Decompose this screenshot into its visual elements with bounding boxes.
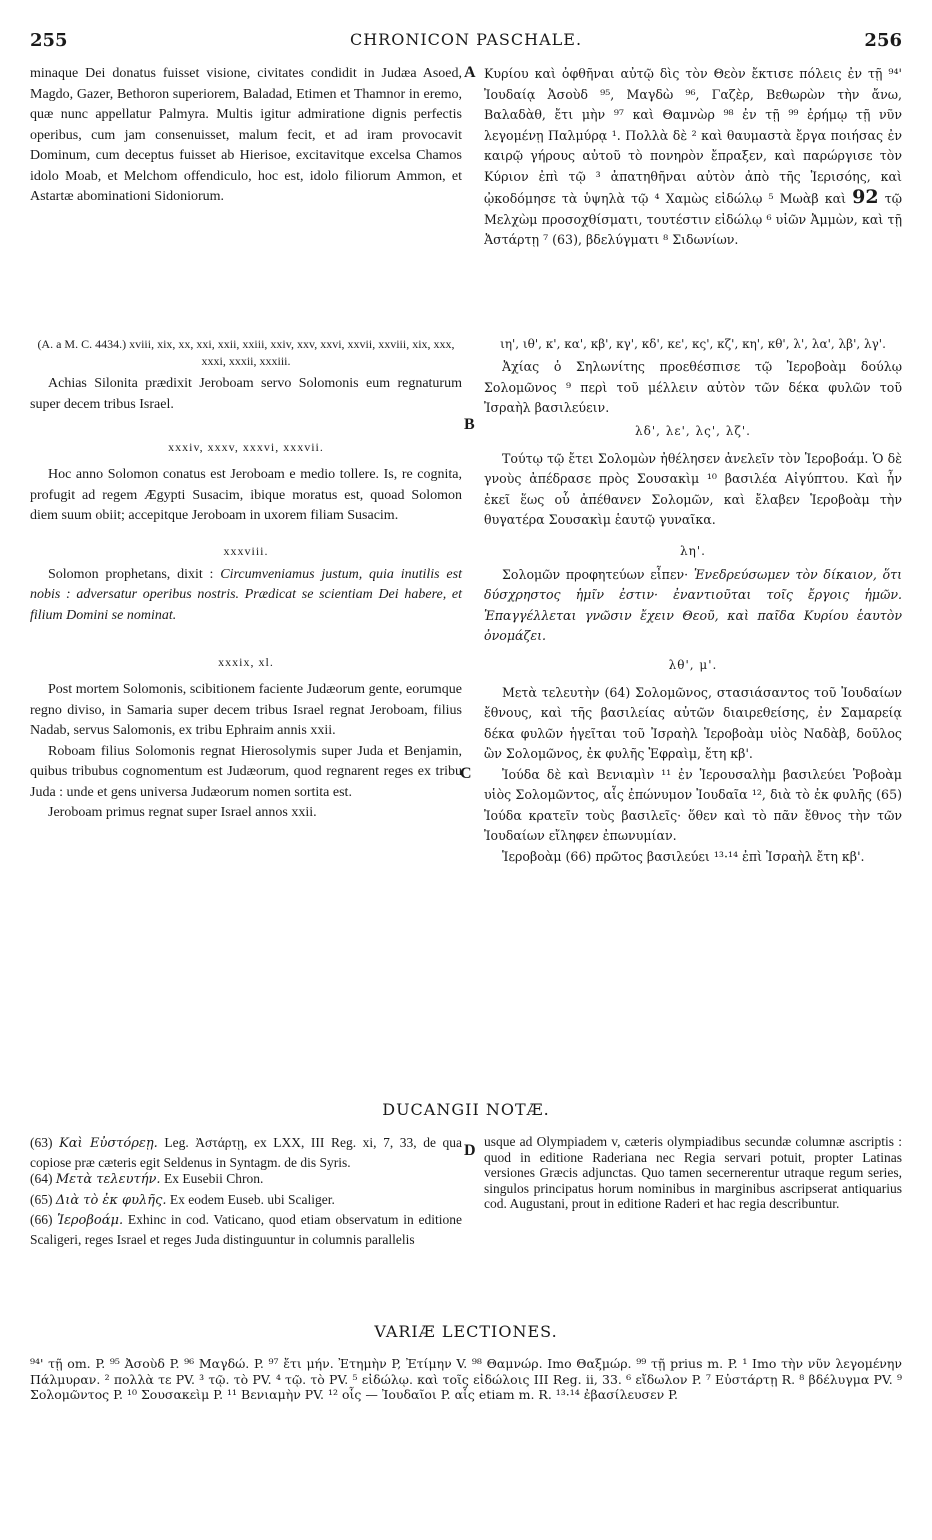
note-63-lemma: Καὶ Εὐστόρεῃ.: [59, 1136, 158, 1151]
margin-letter-c: C: [460, 765, 472, 782]
note-63-text: Leg. Ἀστάρτῃ, ex LXX, III Reg. xi, 7, 33, de qua copiose præ cæteris egit Seldenus in Syntagm. de dis Syris.: [30, 1135, 462, 1170]
greek-column-number: 92: [852, 186, 879, 208]
variae-lectiones-block: [30, 1356, 902, 1403]
note-63-number: (63): [30, 1135, 60, 1150]
ducange-note-65: [30, 1191, 462, 1212]
note-66-number: (66): [30, 1212, 58, 1227]
note-66-text: Exhinc in cod. Vaticano, quod etiam observatum in editione Scaligeri, reges Israel et reges Juda distinguuntur in columnis parallelis: [30, 1212, 462, 1247]
note-65-lemma: Διὰ τὸ ἐκ φυλῆς.: [55, 1192, 167, 1208]
greek-paragraph-6: Ἰούδα δὲ καὶ Βενιαμὶν ¹¹ ἐν Ἱερουσαλὴμ βασιλεύει Ῥοβοὰμ υἱὸς Σολομῶντος, αἷς ἐπώνυμον Ἰουδαῖα ¹², διὰ τὸ ἐκ φυλῆς (65) Ἰούδα κρατεῖν τοὺς βασιλεῖς· ὅθεν καὶ τὸ πᾶν ἔθνος τὴν τῶν Ἰουδαίων εἴληφεν ἐπωνυμίαν.: [484, 766, 902, 843]
note-66-lemma: Ἱεροβοάμ.: [57, 1213, 124, 1228]
latin-paragraph-6: Roboam filius Solomonis regnat Hierosolymis super Juda et Benjamin, quibus tribubus cognomentum est Judæorum, quod regnarent reges ex tribu Juda : unde et gens universa Judæorum nomen sortita est.: [30, 743, 462, 800]
ducange-note-66: [30, 1211, 462, 1247]
latin-paragraph-3: Hoc anno Solomon conatus est Jeroboam e medio tollere. Is, re cognita, profugit ad regem Ægypti Susacim, ibique moratus est, quoad Solomon diem suum obiit; accepitque Jeroboam in uxorem filiam Susacim.: [30, 467, 462, 523]
latin-p4-lead: Solomon prophetans, dixit :: [48, 566, 221, 582]
greek-paragraph-7: Ἱεροβοὰμ (66) πρῶτος βασιλεύει ¹³·¹⁴ ἐπὶ Ἰσραὴλ ἔτη κβ'.: [502, 848, 865, 864]
greek-p1-text-end: τῷ Μελχὼμ προσοχθίσματι, τουτέστιν εἰδώλῳ ⁶ υἱῶν Ἀμμὼν, καὶ τῇ Ἀστάρτῃ ⁷ (63), βδελύγματι ⁸ Σιδωνίων.: [484, 191, 902, 247]
margin-letter-b: B: [464, 416, 475, 433]
note-64-lemma: Μετὰ τελευτήν.: [55, 1172, 161, 1187]
latin-section-head-3: xxxviii.: [223, 543, 269, 558]
greek-column: [484, 64, 902, 867]
page-number-left: 255: [30, 30, 68, 51]
latin-chronology-ref: (A. a M. C. 4434.) xviii, xix, xx, xxi, xxii, xxiii, xxiv, xxv, xxvi, xxvii, xxviii, xix, xxx, xxxi, xxxii, xxxiii.: [37, 337, 455, 368]
latin-paragraph-7: Jeroboam primus regnat super Israel annos xxii.: [48, 805, 317, 820]
greek-paragraph-1: [484, 64, 902, 320]
latin-section-head-2: xxxiv, xxxv, xxxvi, xxxvii.: [168, 440, 324, 454]
greek-p1-text: Κυρίου καὶ ὀφθῆναι αὐτῷ δὶς τὸν Θεὸν ἔκτισε πόλεις ἐν τῇ ⁹⁴' Ἰουδαίᾳ Ἀσοὺδ ⁹⁵, Μαγδὼ ⁹⁶, Γαζὲρ, Βεθωρὼν τὴν ἄνω, Βαλαδὰθ, ἔτι μὴν ⁹⁷ καὶ Θαμνὼρ ⁹⁸ ἐν τῇ ⁹⁹ ἐρήμῳ τῇ νῦν λεγομένῃ Παλμύρᾳ ¹. Πολλὰ δὲ ² καὶ θαυμαστὰ ἔργα ποιήσας ἐν καιρῷ γήρους αὐτοῦ τὸ πονηρὸν ἔπραξεν, καὶ παρώργισε τὸν Κύριον ἐπὶ τῷ ³ ἀπατηθῆναι αὐτὸν ἀπὸ τῆς Ἱερισόης, καὶ ᾠκοδόμησε τὰ ὑψηλὰ τῷ ⁴ Χαμὼς εἰδώλῳ ⁵ Μωὰβ καὶ: [484, 66, 902, 206]
greek-paragraph-2: Ἀχίας ὁ Σηλωνίτης προεθέσπισε τῷ Ἱεροβοὰμ δούλῳ Σολομῶνος ⁹ περὶ τοῦ μέλλειν αὐτὸν τῶν δέκα φυλῶν τοῦ Ἰσραὴλ βασιλεύειν.: [484, 359, 902, 415]
latin-section-head-4: xxxix, xl.: [218, 655, 274, 669]
greek-section-head-3: λη'.: [680, 543, 706, 558]
ducange-notes-left: [30, 1134, 462, 1247]
note-65-text: Ex eodem Euseb. ubi Scaliger.: [166, 1191, 335, 1207]
note-64-text: Ex Eusebii Chron.: [160, 1171, 264, 1186]
note-65-number: (65): [30, 1191, 56, 1207]
page-number-right: 256: [864, 30, 902, 51]
greek-section-head-4: λθ', μ'.: [668, 657, 718, 672]
latin-column: [30, 64, 462, 824]
greek-paragraph-4: [484, 565, 902, 647]
ducange-note-continuation: usque ad Olympiadem v, cæteris olympiadibus secundæ columnæ ascriptis : quod in editione Raderiana nec Regia servari potuit, propter Latinas versiones Græcis adjunctas. Quo tamen secernerentur utraque regum series, singulos principatus horum nominibus in marginibus ascripserat antiquarius cod. Augustani, prout in editione Raderi et hac regia describuntur.: [484, 1134, 902, 1211]
ducange-notes-title: DUCANGII NOTÆ.: [382, 1100, 550, 1119]
latin-paragraph-4: [30, 565, 462, 627]
latin-paragraph-5: Post mortem Solomonis, scibitionem faciente Judæorum gente, eorumque regno diviso, in Samaria super decem tribus Israel regnat Jeroboam, filius Nadab, servus Salomonis, ex tribu Ephraim annis xxii.: [30, 682, 462, 738]
greek-p4-quote: Ἐνεδρεύσωμεν τὸν δίκαιον, ὅτι δύσχρηστος ἡμῖν ἐστιν· ἐναντιοῦται τοῖς ἔργοις ἡμῶν. Ἐπαγγέλλεται γνῶσιν ἔχειν Θεοῦ, καὶ παῖδα Κυρίου ἑαυτὸν ὀνομάζει.: [484, 566, 903, 643]
running-title: CHRONICON PASCHALE.: [349, 30, 583, 49]
ducange-note-64: [30, 1170, 462, 1191]
greek-section-head-2: λδ', λε', λς', λζ'.: [635, 423, 751, 438]
margin-letter-d: D: [464, 1142, 476, 1159]
ducange-notes-right: [484, 1134, 902, 1212]
greek-chronology-ref: ιη', ιθ', κ', κα', κβ', κγ', κδ', κε', κς', κζ', κη', κθ', λ', λα', λβ', λγ'.: [500, 337, 886, 351]
note-64-number: (64): [30, 1171, 56, 1186]
ducange-note-63: [30, 1134, 462, 1170]
greek-paragraph-3: Τούτῳ τῷ ἔτει Σολομὼν ἠθέλησεν ἀνελεῖν τὸν Ἱεροβοάμ. Ὁ δὲ γνοὺς ἀπέδρασε πρὸς Σουσακὶμ ¹⁰ βασιλέα Αἰγύπτου. Καὶ ἦν ἐκεῖ ἕως οὗ ἀπέθανεν Σολομῶν, καὶ ἔλαβεν Ἱεροβοὰμ τὴν θυγατέρα Σουσακὶμ ἑαυτῷ γυναῖκα.: [484, 450, 902, 527]
variae-lectiones-title: VARIÆ LECTIONES.: [374, 1322, 558, 1341]
greek-paragraph-5: Μετὰ τελευτὴν (64) Σολομῶνος, στασιάσαντος τοῦ Ἰουδαίων ἔθνους, καὶ τῆς βασιλείας αὐτῶν διαιρεθείσης, ἐν Σαμαρείᾳ δέκα φυλῶν ἡγεῖται τοῦ Ἰσραὴλ Ἱεροβοὰμ υἱὸς Ναδὰβ, δοῦλος ὢν Σολομῶνος, ἐκ φυλῆς Ἐφραὶμ, ἔτη κβ'.: [484, 684, 902, 761]
latin-paragraph-1: minaque Dei donatus fuisset visione, civitates condidit in Judæa Asoed, Magdo, Gazer, Bethoron superiorem, Baladad, Etimen et Thamnor in eremo, quæ nunc appellatur Palmyra. Multis igitur admiratione dignis perfectis operibus, cum jam consenuisset, malum fecit, et ad iram provocavit Dominum, cum deceptus fuisset ab Hierisoe, excitavitque excelsa Chamos idolo Moab, et Melchom offendiculo, hoc est, idolo filiorum Ammon, et Astartæ abominationi Sidoniorum.: [30, 66, 462, 204]
greek-p4-lead: Σολομῶν προφητεύων εἶπεν·: [502, 566, 694, 582]
margin-letter-a: A: [464, 64, 476, 81]
variae-lectiones-text: ⁹⁴' τῇ om. P. ⁹⁵ Ἀσοὺδ P. ⁹⁶ Μαγδώ. P. ⁹⁷ ἔτι μήν. Ἐτημὴν P, Ἐτίμην V. ⁹⁸ Θαμνώρ. Imo Θαξμώρ. ⁹⁹ τῇ prius m. P. ¹ Imo τὴν νῦν λεγομένην Πάλμυραν. ² πολλὰ τε PV. ³ τῷ. τὸ PV. ⁴ τῷ. τὸ PV. ⁵ εἰδώλῳ. καὶ τοῖς εἰδώλοις III Reg. ii, 33. ⁶ εἴδωλον P. ⁷ Εὐστάρτῃ R. ⁸ βδέλυγμα PV. ⁹ Σολομῶντος P. ¹⁰ Σουσακεὶμ P. ¹¹ Βενιαμὴν PV. ¹² οἷς — Ἰουδαῖοι P. αἷς etiam m. R. ¹³·¹⁴ ἐβασίλευσεν P.: [30, 1356, 902, 1402]
latin-p4-quote: Circumveniamus justum, quia inutilis est nobis : adversatur operibus nostris. Prædicat se scientiam Dei habere, et filium Domini se nominat.: [30, 566, 462, 623]
latin-paragraph-2: Achias Silonita prædixit Jeroboam servo Solomonis eum regnaturum super decem tribus Israel.: [30, 376, 462, 412]
running-head: [30, 30, 902, 56]
